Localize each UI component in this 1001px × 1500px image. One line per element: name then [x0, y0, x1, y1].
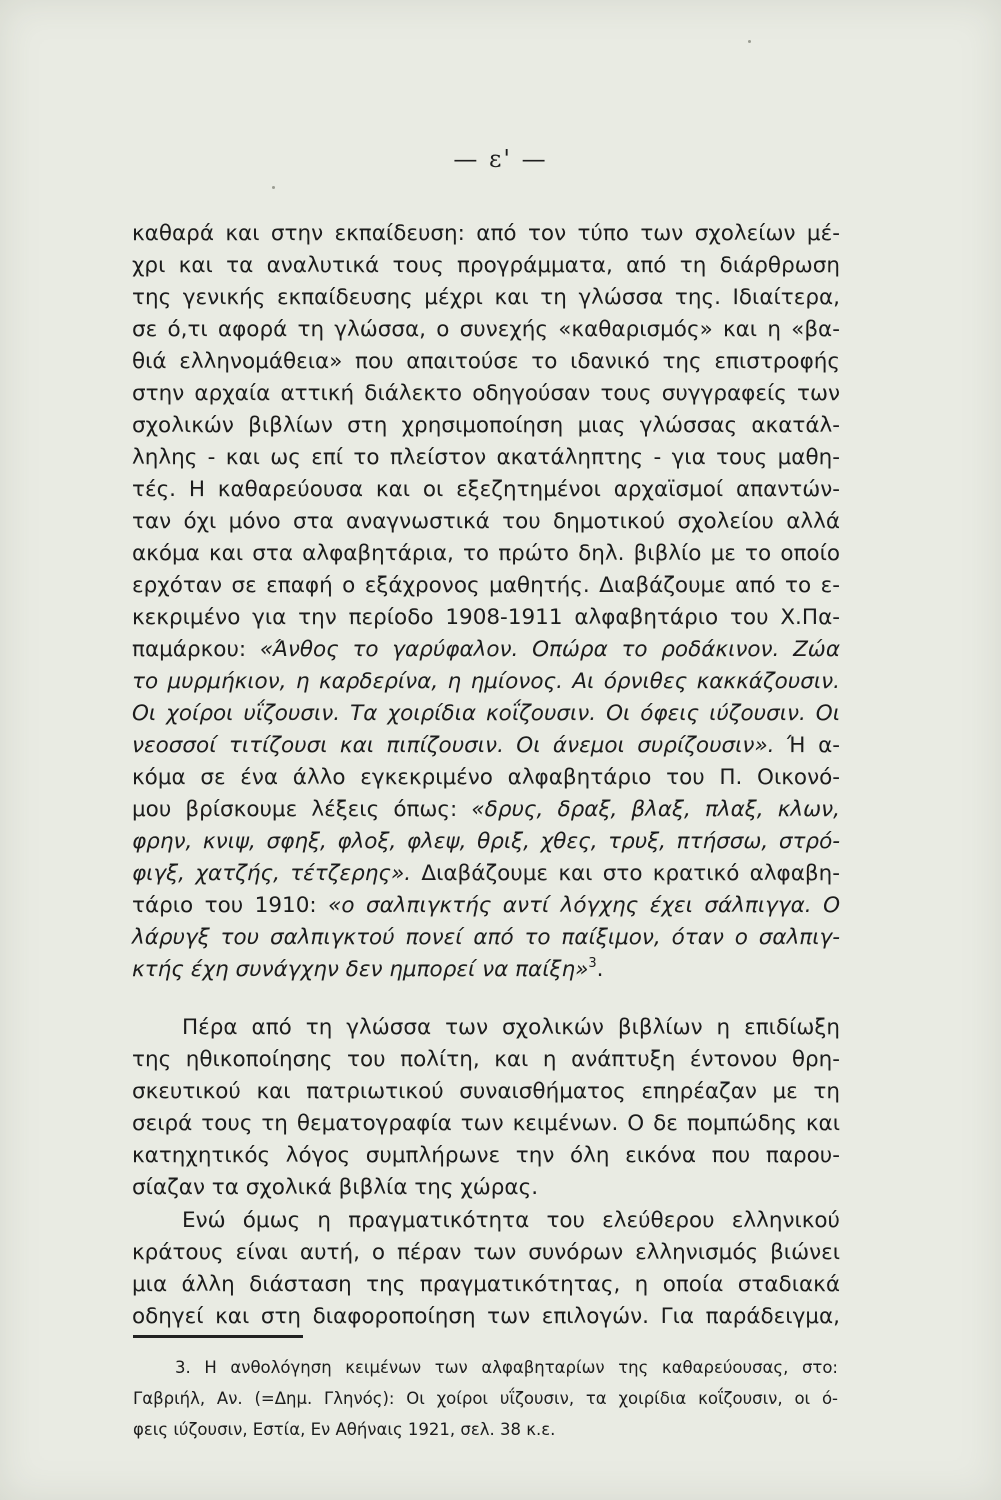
italic-quote: κτής έχη συνάγχην δεν ημπορεί να παίξη» — [132, 957, 589, 982]
text-line: κόμα σε ένα άλλο εγκεκριμένο αλφαβητάριο του Π. Οικονό- — [132, 765, 840, 790]
italic-quote-line: Οι χοίροι υΐζουσιν. Τα χοιρίδια κοΐζουσιν. Οι όφεις ιύζουσιν. Οι — [132, 701, 840, 726]
footnote-line: Γαβριήλ, Αν. (=Δημ. Γληνός): Οι χοίροι υΐζουσιν, τα χοιρίδια κοΐζουσιν, οι ό- — [133, 1389, 838, 1408]
text-line: της ηθικοποίησης του πολίτη, και η ανάπτυξη έντονου θρη- — [132, 1047, 840, 1072]
text-line: κατηχητικός λόγος συμπλήρωνε την όλη εικόνα που παρου- — [132, 1143, 840, 1168]
text-line: θιά ελληνομάθεια» που απαιτούσε το ιδανικό της επιστροφής — [132, 349, 840, 374]
text-span: τάριο του 1910: — [132, 893, 329, 918]
footnote — [133, 1352, 838, 1445]
footnote-line: 3. Η ανθολόγηση κειμένων των αλφαβηταρίων της καθαρεύουσας, στο: — [175, 1358, 838, 1377]
text-line: οδηγεί και στη διαφοροποίηση των επιλογών. Για παράδειγμα, — [132, 1304, 840, 1329]
italic-quote: νεοσσοί τιτίζουσι και πιπίζουσιν. Οι άνεμοι συρίζουσιν». — [132, 733, 775, 758]
text-line — [132, 730, 840, 762]
text-line: τές. Η καθαρεύουσα και οι εξεζητημένοι αρχαϊσμοί απαντών- — [132, 477, 840, 502]
text-line: ακόμα και στα αλφαβητάρια, το πρώτο δηλ. βιβλίο με το οποίο — [132, 541, 840, 566]
italic-quote-line: φρην, κνιψ, σφηξ, φλοξ, φλεψ, θριξ, χθες, τρυξ, πτήσσω, στρό- — [132, 829, 840, 854]
italic-quote: «ο σαλπιγκτής αντί λόγχης έχει σάλπιγγα. Ο — [328, 893, 840, 918]
page-marker: — ε' — — [453, 145, 548, 173]
text-line — [132, 634, 840, 666]
text-line: Ενώ όμως η πραγματικότητα του ελεύθερου ελληνικού — [182, 1208, 840, 1233]
italic-quote: «δρυς, δραξ, βλαξ, πλαξ, κλων, — [471, 797, 840, 822]
text-line — [132, 954, 840, 986]
text-line: σκευτικού και πατριωτικού συναισθήματος επηρέαζαν με τη — [132, 1079, 840, 1104]
italic-quote-line: λάρυγξ του σαλπιγκτού πονεί από το παίξιμον, όταν ο σαλπιγ- — [132, 925, 840, 950]
italic-quote-line: το μυρμήκιον, η καρδερίνα, η ημίονος. Αι όρνιθες κακκάζουσιν. — [132, 669, 840, 694]
text-line: καθαρά και στην εκπαίδευση: από τον τύπο των σχολείων μέ- — [132, 221, 840, 246]
footnote-line: φεις ιύζουσιν, Εστία, Εν Αθήναις 1921, σελ. 38 κ.ε. — [133, 1420, 556, 1439]
italic-quote: «Άνθος το γαρύφαλον. Οπώρα το ροδάκινον. Ζώα — [259, 637, 840, 662]
text-span: . — [596, 957, 604, 982]
text-line: της γενικής εκπαίδευσης μέχρι και τη γλώσσα της. Ιδιαίτερα, — [132, 285, 840, 310]
text-line: μια άλλη διάσταση της πραγματικότητας, η οποία σταδιακά — [132, 1272, 840, 1297]
text-line — [132, 890, 840, 922]
paragraph-3 — [132, 1205, 840, 1333]
italic-quote: φιγξ, χατζής, τέτζερης». — [132, 861, 412, 886]
text-line: κεκριμένο για την περίοδο 1908-1911 αλφαβητάριο του Χ.Πα- — [132, 605, 840, 630]
text-span: Ή α- — [774, 733, 840, 758]
text-line — [132, 858, 840, 890]
text-line: σειρά τους τη θεματογραφία των κειμένων. Ο δε πομπώδης και — [132, 1111, 840, 1136]
footnote-ref[interactable]: 3 — [588, 956, 597, 971]
text-line: στην αρχαία αττική διάλεκτο οδηγούσαν τους συγγραφείς των — [132, 381, 840, 406]
paper-speck — [748, 40, 751, 43]
text-span: Διαβάζουμε και στο κρατικό αλφαβη- — [411, 861, 841, 886]
text-span: παμάρκου: — [132, 637, 260, 662]
text-line: ληλης - και ως επί το πλείστον ακατάληπτης - για τους μαθη- — [132, 445, 840, 470]
text-span: μου βρίσκουμε λέξεις όπως: — [132, 797, 472, 822]
paragraph-2 — [132, 1012, 840, 1204]
text-line: ερχόταν σε επαφή ο εξάχρονος μαθητής. Διαβάζουμε από το ε- — [132, 573, 840, 598]
paper-speck — [272, 186, 275, 189]
text-line: σχολικών βιβλίων στη χρησιμοποίηση μιας γλώσσας ακατάλ- — [132, 413, 840, 438]
text-line: σε ό,τι αφορά τη γλώσσα, ο συνεχής «καθαρισμός» και η «βα- — [132, 317, 840, 342]
text-line: σίαζαν τα σχολικά βιβλία της χώρας. — [132, 1175, 539, 1200]
paragraph-1 — [132, 218, 840, 986]
text-line — [132, 794, 840, 826]
text-line: Πέρα από τη γλώσσα των σχολικών βιβλίων η επιδίωξη — [182, 1015, 840, 1040]
footnote-divider — [133, 1335, 303, 1338]
text-line: χρι και τα αναλυτικά τους προγράμματα, από τη διάρθρωση — [132, 253, 840, 278]
text-line: ταν όχι μόνο στα αναγνωστικά του δημοτικού σχολείου αλλά — [132, 509, 840, 534]
text-line: κράτους είναι αυτή, ο πέραν των συνόρων ελληνισμός βιώνει — [132, 1240, 840, 1265]
